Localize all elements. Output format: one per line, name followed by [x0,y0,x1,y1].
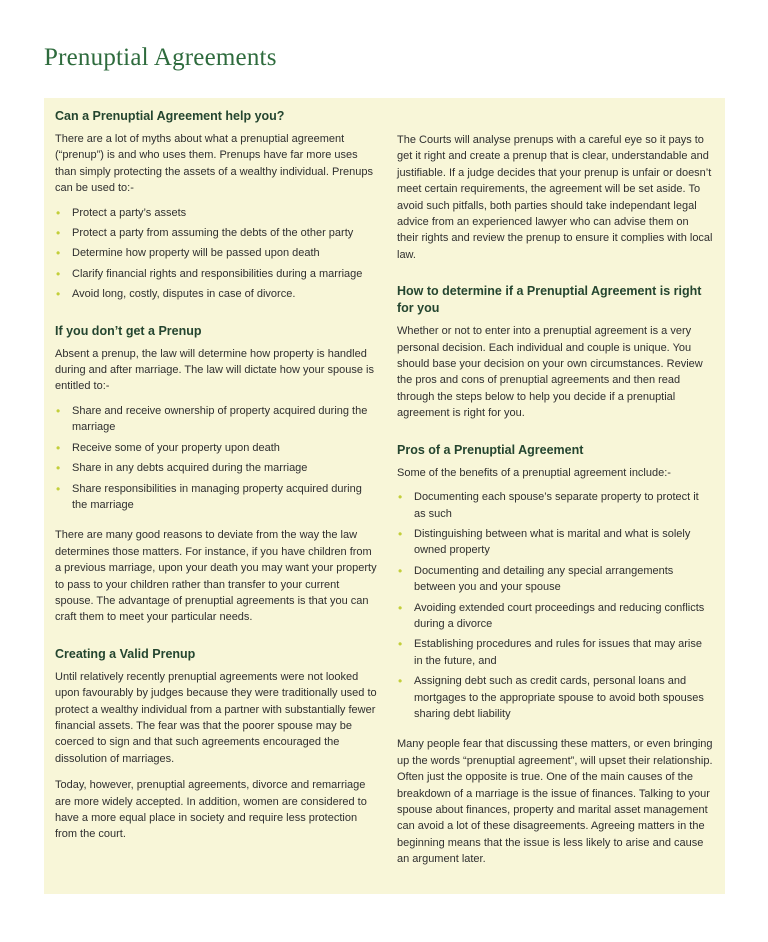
section-heading-valid-prenup: Creating a Valid Prenup [55,646,196,661]
section-heading-help: Can a Prenuptial Agreement help you? [55,109,285,123]
section-heading-pros: Pros of a Prenuptial Agreement [397,442,584,457]
bullet-icon: • [56,266,61,281]
determine-paragraph: Whether or not to enter into a prenuptial agreement is a very personal decision. Each individual and couple is unique. You should base your decision on your own circumstances. Review the pros and cons of prenuptial agreements and then read through the steps below to help you decide if a prenuptial agreement is right for you. [397,325,703,420]
list-item: • Protect a party’s assets [56,205,187,220]
section-heading-determine: How to determine if a Prenuptial Agreement is right for you [397,284,702,316]
bullet-icon: • [56,461,61,476]
bullet-icon: • [398,563,403,578]
bullet-icon: • [56,481,61,496]
list-item: • Receive some of your property upon death [56,440,280,455]
bullet-icon: • [56,287,61,302]
section-heading-no-prenup: If you don’t get a Prenup [55,323,202,338]
list-item: • Avoid long, costly, disputes in case of divorce. [56,287,296,302]
valid-prenup-paragraph-1: Until relatively recently prenuptial agreements were not looked upon favourably by judges because they were traditionally used to protect a wealthy individual from a partner with substantially fewer financial assets. The fear was that the poorer spouse may be coerced to sign and that such agreements encouraged the dissolution of marriages. [55,670,377,765]
bullet-icon: • [56,403,61,418]
list-item: • Determine how property will be passed upon death [56,246,320,261]
section-outro-pros: Many people fear that discussing these matters, or even bringing up the words “prenuptial agreement”, will upset their relationship. Often just the opposite is true. One of the main causes of the breakdown of a marriage is the issue of finances. Talking to your spouse about finances, property and marital asset management can avoid a lot of these disagreements. Agreeing matters in the beginning means that the issue is less likely to arise and cause an argument later. [397,738,713,866]
uses-list [55,205,377,303]
entitlements-list [55,403,377,513]
section-intro-pros: Some of the benefits of a prenuptial agreement include:- [397,466,671,479]
benefits-list [397,489,713,722]
bullet-icon: • [56,205,61,220]
bullet-icon: • [398,637,403,652]
list-item: • Avoiding extended court proceedings and reducing conflicts during a divorce [398,600,705,630]
list-item: • Establishing procedures and rules for issues that may arise in the future, and [398,637,702,667]
list-item: • Share and receive ownership of property acquired during the marriage [56,403,368,434]
list-item: • Share responsibilities in managing property acquired during the marriage [56,481,362,511]
right-column [397,132,713,868]
content-panel [44,98,725,894]
section-intro-help: There are a lot of myths about what a prenuptial agreement (“prenup”) is and who uses them. Prenups have far more uses than simply protecting the assets of a wealthy individual. Prenups can be used to:- [55,133,373,195]
list-item: • Assigning debt such as credit cards, personal loans and mortgages to the appropriate spouse to avoid both spouses sharing debt liability [398,674,704,720]
bullet-icon: • [56,440,61,455]
left-column [55,108,377,843]
list-item: • Distinguishing between what is marital and what is solely owned property [398,526,691,557]
section-intro-no-prenup: Absent a prenup, the law will determine how property is handled during and after marriage. The law will dictate how your spouse is entitled to:- [55,347,374,393]
list-item: • Documenting each spouse’s separate property to protect it as such [398,490,699,520]
list-item: • Share in any debts acquired during the marriage [56,461,308,476]
bullet-icon: • [398,490,403,505]
list-item: • Clarify financial rights and responsibilities during a marriage [56,266,363,281]
bullet-icon: • [398,526,403,541]
valid-prenup-paragraph-2: Today, however, prenuptial agreements, divorce and remarriage are more widely accepted. In addition, women are considered to have a more equal place in society and require less protection from the court. [55,779,367,841]
bullet-icon: • [398,600,403,615]
bullet-icon: • [56,226,61,241]
courts-paragraph: The Courts will analyse prenups with a careful eye so it pays to get it right and create a prenup that is clear, understandable and justifiable. If a judge decides that your prenup is unfair or doesn’t meet certain requirements, the agreement will be set aside. To avoid such pitfalls, both parties should take independant legal advice from an experienced lawyer who can advise them on their rights and review the prenup to ensure it complies with local law. [397,134,713,261]
list-item: • Protect a party from assuming the debts of the other party [56,226,354,241]
list-item: • Documenting and detailing any special arrangements between you and your spouse [398,563,674,594]
bullet-icon: • [398,674,403,689]
page-title: Prenuptial Agreements [44,44,277,71]
section-outro-no-prenup: There are many good reasons to deviate from the way the law determines those matters. For instance, if you have children from a previous marriage, upon your death you may want your property to pass to your children rather than transfer to your current spouse. The advantage of prenuptial agreements is that you can craft them to meet your particular needs. [55,529,377,624]
bullet-icon: • [56,246,61,261]
